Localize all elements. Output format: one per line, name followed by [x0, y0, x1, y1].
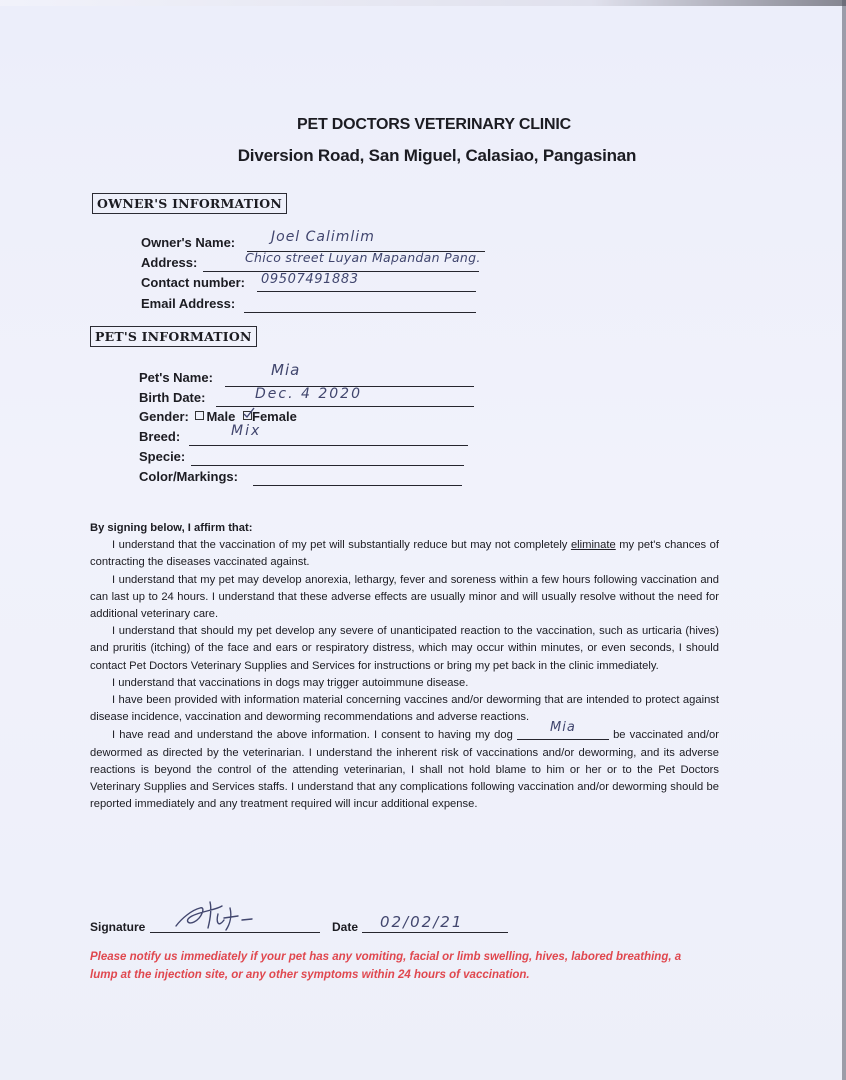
- consent-lead: By signing below, I affirm that:: [90, 522, 253, 534]
- owner-section-heading: OWNER'S INFORMATION: [92, 193, 287, 214]
- date-value: 02/02/21: [380, 913, 464, 931]
- owner-contact-label: Contact number:: [141, 275, 245, 290]
- check-mark-icon: [243, 407, 255, 419]
- signature-label: Signature: [90, 920, 146, 934]
- male-option-label: Male: [206, 409, 236, 424]
- consent-p1-text-end: my pet's chances of contracting the diseases vaccinated against.: [90, 539, 720, 569]
- consent-paragraph-4: I understand that vaccinations in dogs may trigger autoimmune disease.: [112, 676, 469, 689]
- clinic-address: Diversion Road, San Miguel, Calasiao, Pangasinan: [237, 146, 637, 165]
- consent-paragraph-1: [90, 537, 719, 571]
- consent-pet-name-value: Mia: [550, 720, 576, 736]
- date-label: Date: [332, 920, 359, 934]
- consent-p1-underlined: eliminate: [570, 539, 616, 552]
- owner-contact-field[interactable]: [141, 274, 477, 292]
- pet-specie-label: Specie:: [139, 449, 186, 464]
- clinic-name: PET DOCTORS VETERINARY CLINIC: [297, 116, 571, 133]
- consent-p6-text-end: be vaccinated and/or dewormed as directed by the veterinarian. I understand the inherent risk of vaccinations and/or deworming, and its adverse reactions is beyond the control of the attending veterinarian, I shall not hold blame to him or her or to the Pet Doctors Veterinary Supplies and Services staffs. I understand that any complications following vaccination and/or deworming should be reported immediately and any treatment required will incur additional expense.: [90, 729, 719, 811]
- owner-address-value: Chico street Luyan Mapandan Pang.: [245, 250, 481, 265]
- owner-email-line: [244, 312, 476, 313]
- pet-birth-field[interactable]: [139, 386, 475, 407]
- handwritten-signature: [172, 900, 262, 934]
- pet-name-value: Mia: [271, 361, 301, 379]
- consent-pet-name-field[interactable]: [517, 720, 609, 740]
- pet-birth-value: Dec. 4 2020: [255, 386, 362, 402]
- signature-row: [90, 908, 510, 934]
- pet-gender-field: [139, 409, 297, 424]
- pet-color-label: Color/Markings:: [139, 469, 238, 484]
- owner-name-value: Joel Calimlim: [271, 229, 375, 245]
- pet-birth-label: Birth Date:: [139, 390, 206, 405]
- pet-specie-field[interactable]: [139, 448, 465, 466]
- owner-name-label: Owner's Name:: [141, 235, 236, 250]
- pet-color-field[interactable]: [139, 468, 463, 486]
- pet-specie-line: [191, 465, 464, 466]
- consent-paragraph-6: [90, 720, 719, 813]
- owner-address-label: Address:: [141, 255, 198, 270]
- consent-p1-text: I understand that the vaccination of my pet will substantially reduce but may not completely: [112, 539, 568, 552]
- pet-name-label: Pet's Name:: [139, 370, 213, 385]
- pet-breed-line: [189, 445, 468, 446]
- owner-email-field[interactable]: [141, 295, 477, 313]
- pet-breed-field[interactable]: [139, 423, 469, 446]
- pet-breed-value: Mix: [231, 423, 262, 439]
- consent-text: [90, 520, 719, 813]
- male-checkbox[interactable]: [195, 411, 204, 420]
- notice-text: Please notify us immediately if your pet has any vomiting, facial or limb swelling, hives, labored breathing, a lump at the injection site, or any other symptoms within 24 hours of vaccination.: [90, 951, 682, 981]
- pet-color-line: [253, 485, 462, 486]
- owner-email-label: Email Address:: [141, 296, 236, 311]
- female-option-label: Female: [252, 409, 297, 424]
- pet-breed-label: Breed:: [139, 429, 181, 444]
- owner-contact-line: [257, 291, 476, 292]
- owner-contact-value: 09507491883: [261, 272, 359, 287]
- pet-section-heading: PET'S INFORMATION: [90, 326, 257, 347]
- consent-paragraph-5: I have been provided with information material concerning vaccines and/or deworming that are intended to protect against disease incidence, vaccination and deworming recommendations and adverse reactions.: [90, 694, 719, 724]
- consent-p6-text: I have read and understand the above information. I consent to having my dog: [112, 729, 517, 742]
- pet-gender-label: Gender:: [139, 409, 189, 424]
- scan-top-edge: [0, 0, 846, 6]
- consent-paragraph-3: I understand that should my pet develop any severe of unanticipated reaction to the vaccination, such as urticaria (hives) and pruritis (itching) of the face and ears or respiratory distress, which may occur within minutes, or even seconds, I should contact Pet Doctors Veterinary Supplies and Services for instructions or bring my pet back in the clinic immediately.: [90, 625, 719, 672]
- owner-address-field[interactable]: [141, 250, 481, 272]
- date-line[interactable]: [362, 932, 508, 933]
- consent-paragraph-2: I understand that my pet may develop anorexia, lethargy, fever and soreness within a few hours following vaccination and can last up to 24 hours. I understand that these adverse effects are usually minor and will usually resolve without the need for additional veterinary care.: [90, 573, 719, 621]
